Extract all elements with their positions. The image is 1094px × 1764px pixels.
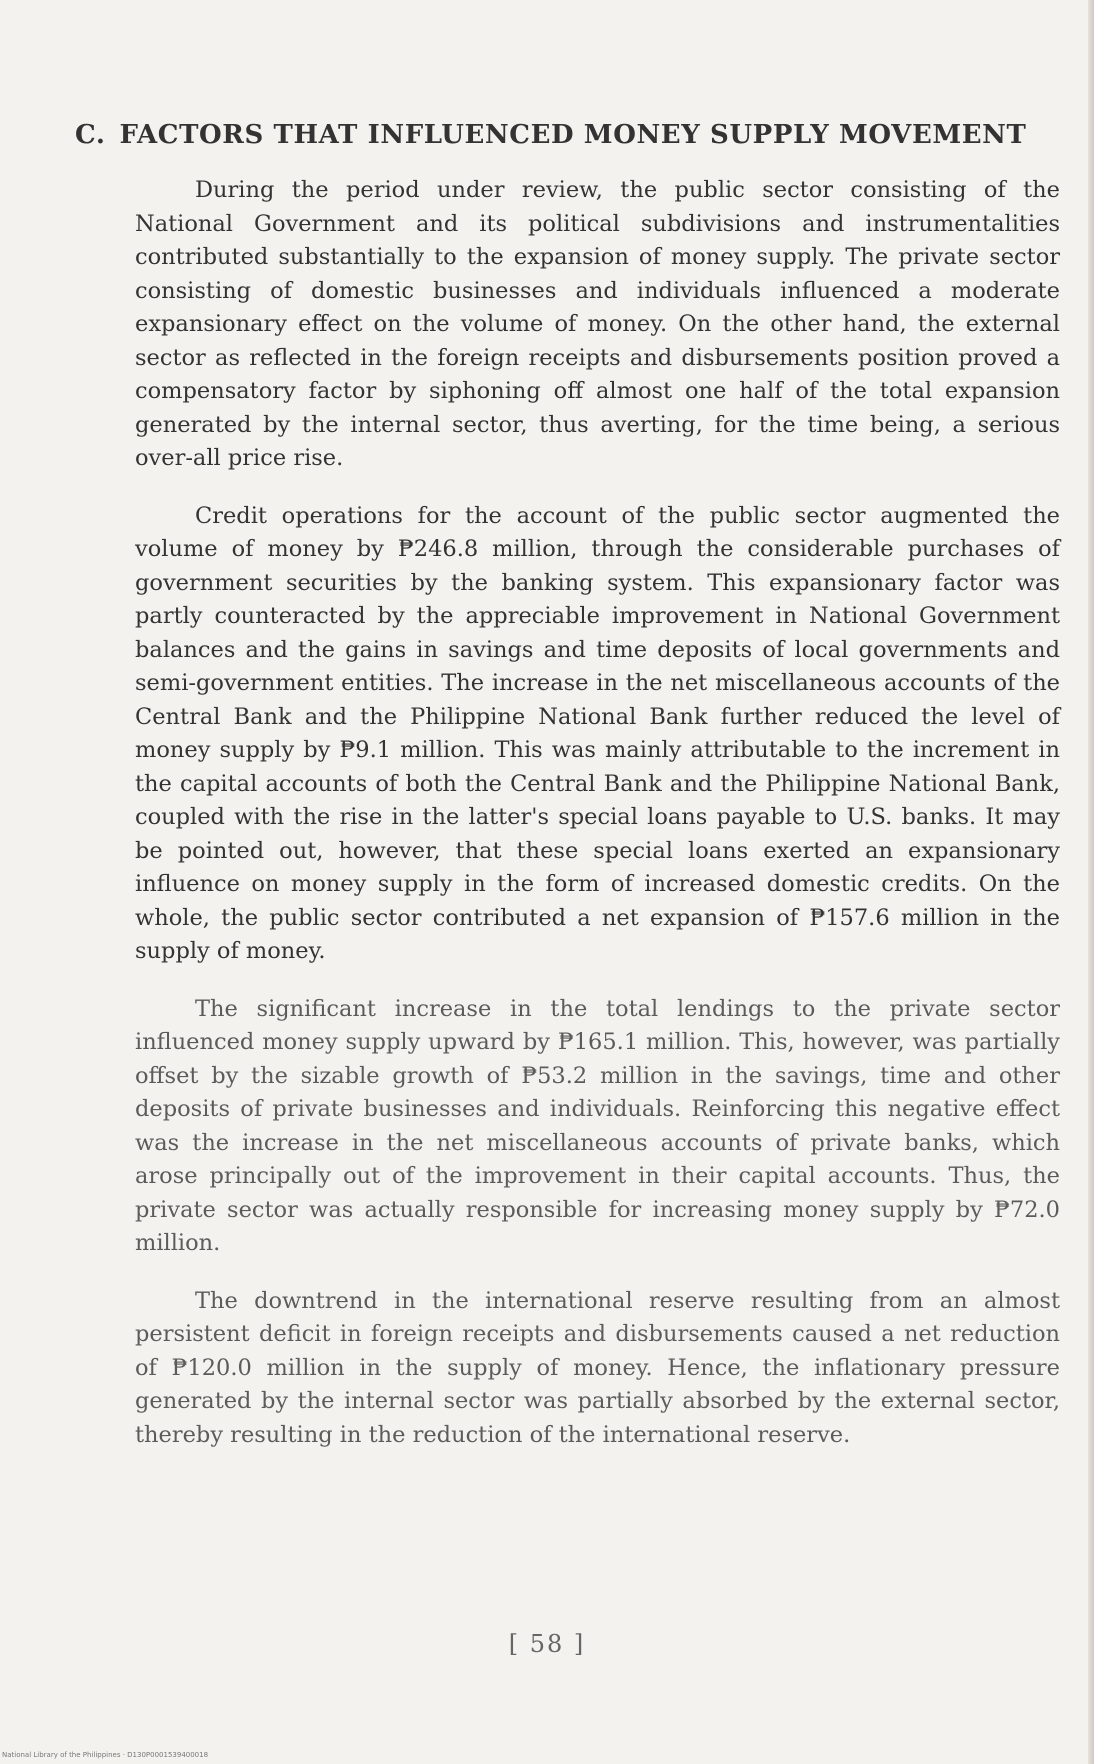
paragraph-3: The significant increase in the total lendings to the private sector influenced money supply upward by ₱165.1 million. This, however, was partially offset by the sizable growth of ₱53.2 million in the savings, time and other deposits of private businesses and individuals. Reinforcing this negative effect was the increase in the net miscellaneous accounts of private banks, which arose principally out of the improvement in their capital accounts. Thus, the private sector was actually responsible for increasing money supply by ₱72.0 million. [135,995,1060,1256]
section-title: FACTORS THAT INFLUENCED MONEY SUPPLY MOVEMENT [119,120,1027,150]
document-page [75,120,1060,1476]
scan-edge [1088,0,1094,1764]
section-heading [75,120,1060,150]
paragraph-2: Credit operations for the account of the public sector augmented the volume of money by ₱246.8 million, through the considerable purchases of government securities by the banking system. This expansionary factor was partly counteracted by the appreciable improvement in National Government balances and the gains in savings and time deposits of local governments and semi-government entities. The increase in the net miscellaneous accounts of the Central Bank and the Philippine National Bank further reduced the level of money supply by ₱9.1 million. This was mainly attributable to the increment in the capital accounts of both the Central Bank and the Philippine National Bank, coupled with the rise in the latter's special loans payable to U.S. banks. It may be pointed out, however, that these special loans exerted an expansionary influence on money supply in the form of increased domestic credits. On the whole, the public sector contributed a net expansion of ₱157.6 million in the supply of money. [135,502,1060,964]
page-number: [ 58 ] [508,1630,586,1658]
section-letter: C. [75,120,106,150]
paragraph-1: During the period under review, the public sector consisting of the National Government and its political subdivisions and instrumentalities contributed substantially to the expansion of money supply. The private sector consisting of domestic businesses and individuals influenced a moderate expansionary effect on the volume of money. On the other hand, the external sector as reflected in the foreign receipts and disbursements position proved a compensatory factor by siphoning off almost one half of the total expansion generated by the internal sector, thus averting, for the time being, a serious over-all price rise. [135,177,1060,471]
scan-footer-note: National Library of the Philippines · D130P0001539400018 [2,1751,209,1759]
paragraph-4: The downtrend in the international reserve resulting from an almost persistent deficit in foreign receipts and disbursements caused a net reduction of ₱120.0 million in the supply of money. Hence, the inflationary pressure generated by the internal sector was partially absorbed by the external sector, thereby resulting in the reduction of the international reserve. [135,1287,1060,1448]
